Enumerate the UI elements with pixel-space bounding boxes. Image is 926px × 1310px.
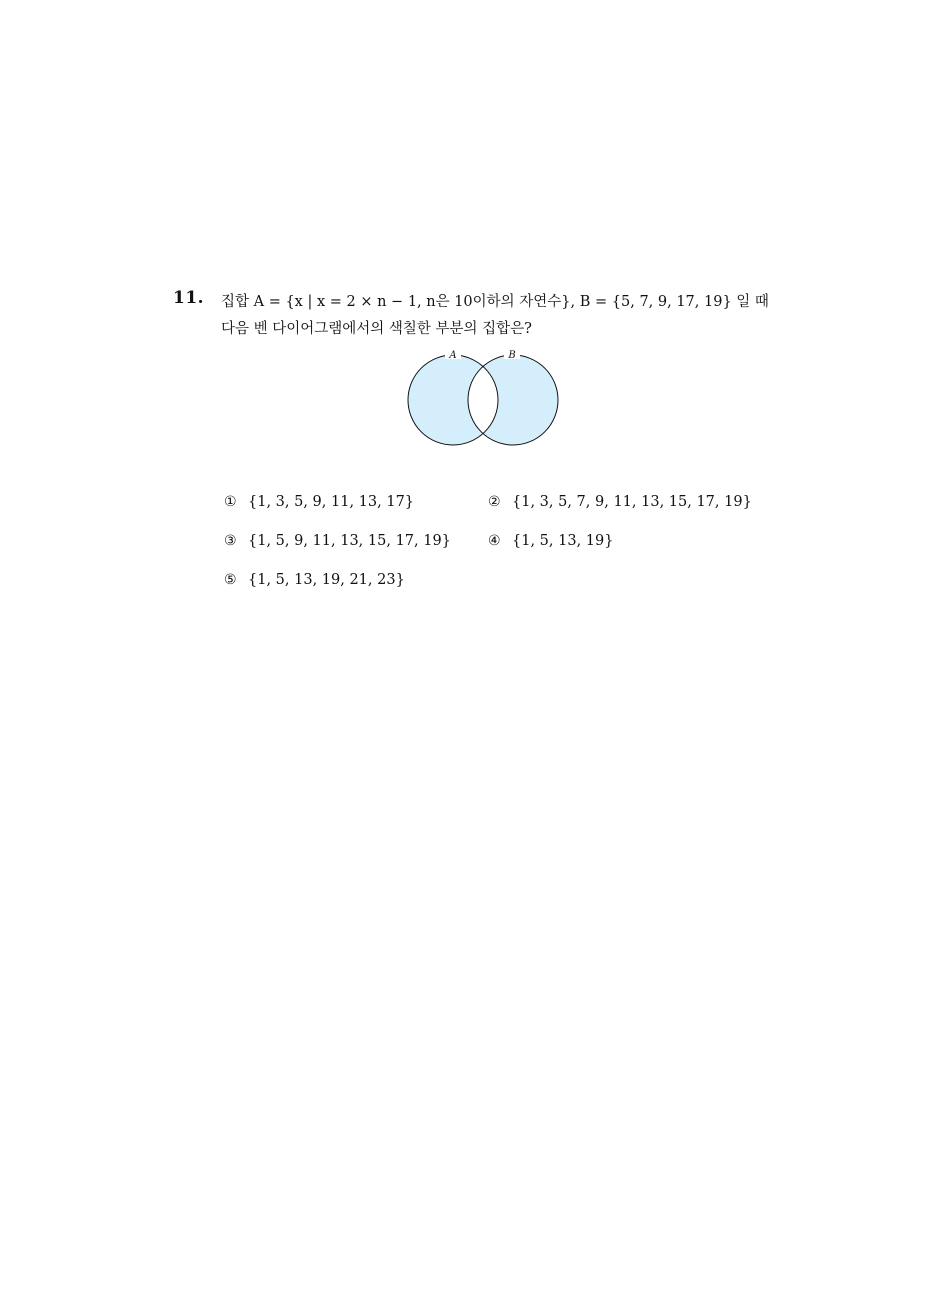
venn-label-b: B	[508, 350, 516, 361]
problem-number: 11.	[173, 288, 205, 308]
choice-3[interactable]	[224, 533, 451, 549]
choice-3-text: {1, 5, 9, 11, 13, 15, 17, 19}	[248, 533, 451, 549]
choice-1-marker: ①	[224, 494, 237, 510]
choice-4[interactable]	[488, 533, 613, 549]
problem-text-line-1: 집합 A = {x | x = 2 × n − 1, n은 10이하의 자연수}, B = {5, 7, 9, 17, 19} 일 때	[221, 294, 769, 310]
choice-1[interactable]	[224, 494, 414, 510]
choice-1-text: {1, 3, 5, 9, 11, 13, 17}	[248, 494, 415, 510]
choice-4-text: {1, 5, 13, 19}	[512, 533, 614, 549]
choice-2[interactable]	[488, 494, 752, 510]
choice-2-marker: ②	[488, 494, 501, 510]
choice-5[interactable]	[224, 572, 405, 588]
choice-2-text: {1, 3, 5, 7, 9, 11, 13, 15, 17, 19}	[512, 494, 752, 510]
choice-5-marker: ⑤	[224, 572, 237, 588]
choice-5-text: {1, 5, 13, 19, 21, 23}	[248, 572, 405, 588]
choice-3-marker: ③	[224, 533, 237, 549]
choice-4-marker: ④	[488, 533, 501, 549]
venn-label-a: A	[449, 350, 457, 361]
venn-diagram	[400, 345, 570, 455]
problem-text-line-2: 다음 벤 다이어그램에서의 색칠한 부분의 집합은?	[221, 321, 532, 337]
